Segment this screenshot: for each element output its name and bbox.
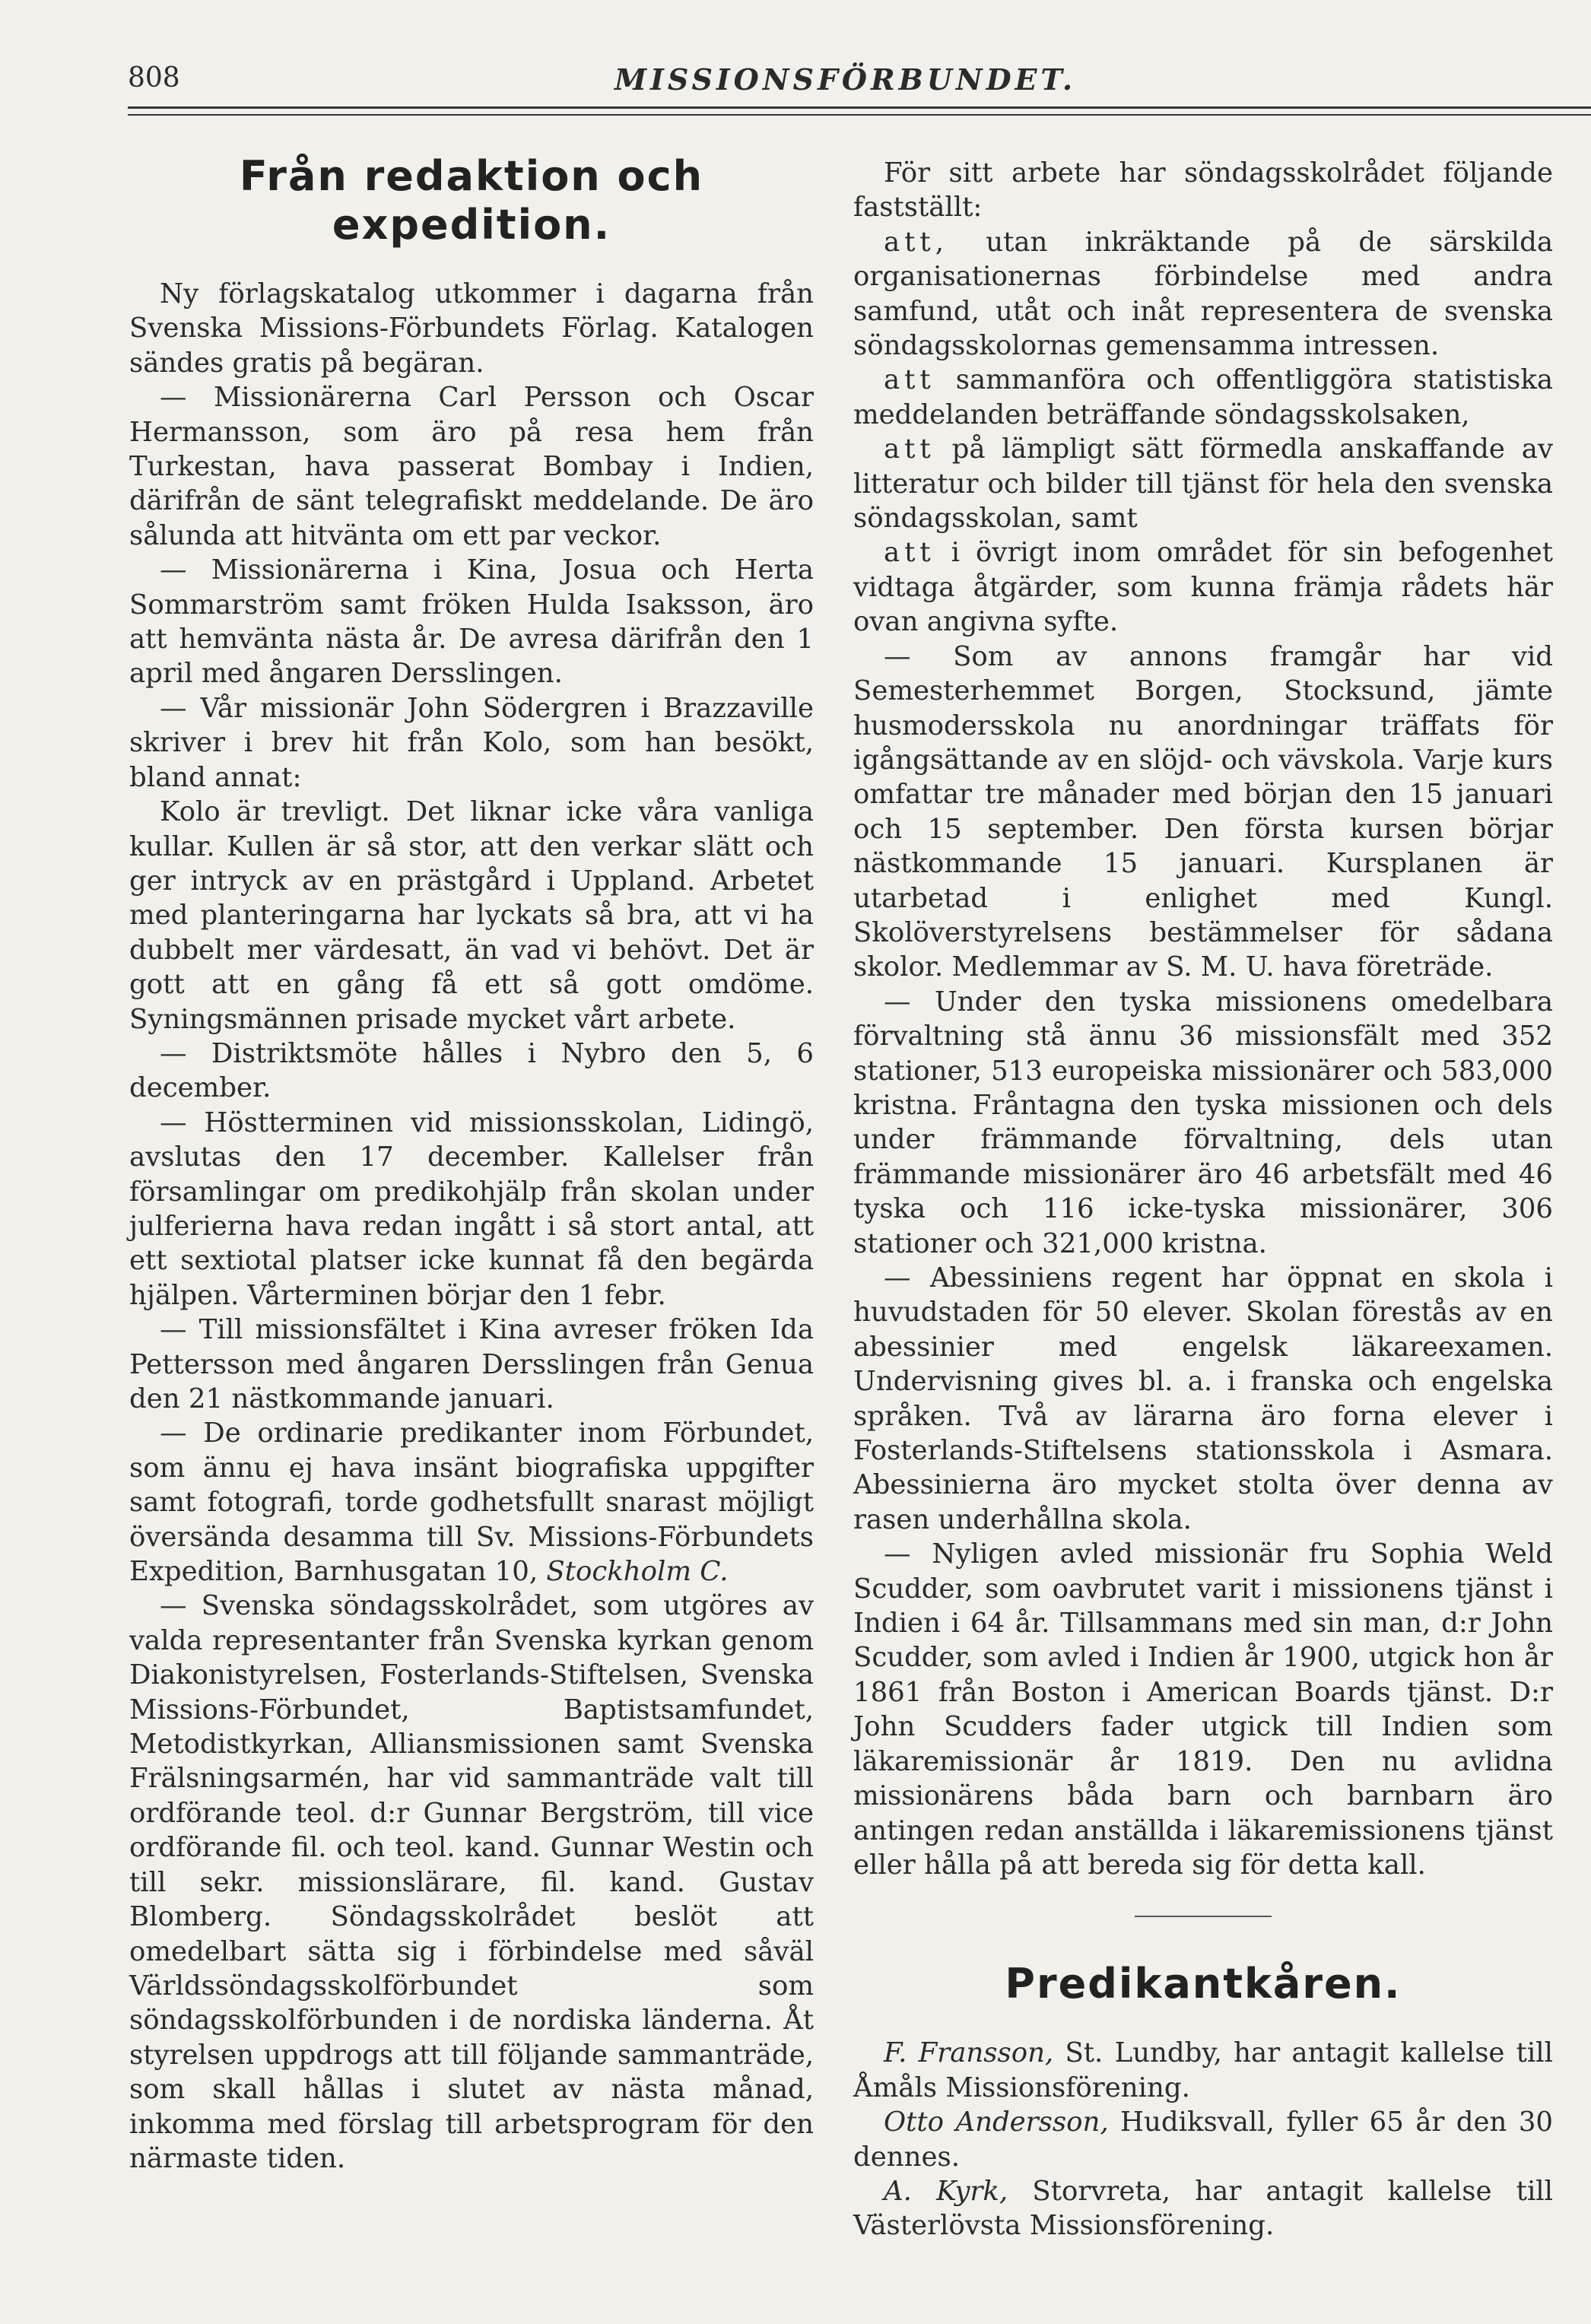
right-column: [853, 156, 1553, 2243]
paragraph: — Missionärerna i Kina, Josua och Herta Sommarström samt fröken Hulda Isaksson, äro att hemvänta nästa år. De avresa därifrån den 1 april med ångaren Dersslingen.: [129, 554, 814, 690]
paragraph: [129, 1416, 814, 1589]
list-item: [853, 535, 1553, 639]
paragraph-text: — De ordinarie predikanter inom Förbundet, som ännu ej hava insänt biografiska uppgifter samt fotografi, torde godhetsfullt snarast möjligt översända desamma till Sv. Missions-Förbundets Expedition, Barnhusgatan 10,: [129, 1418, 814, 1588]
list-item: [853, 225, 1553, 364]
page-header: [128, 55, 1591, 100]
paragraph: Ny förlagskatalog utkommer i dagarna från Svenska Missions-Förbundets Förlag. Katalogen sändes gratis på begäran.: [129, 278, 814, 379]
paragraph: — Abessiniens regent har öppnat en skola i huvudstaden för 50 elever. Skolan förestås av en abessinier med engelsk läkareexamen. Undervisning gives bl. a. i franska och engelska språken. Två av lärarna äro forna elever i Fosterlands-Stiftelsens stationsskola i Asmara. Abessinierna äro mycket stolta över denna av rasen underhållna skola.: [853, 1262, 1553, 1535]
left-column: [129, 152, 814, 2176]
paragraph: — Till missionsfältet i Kina avreser fröken Ida Pettersson med ångaren Dersslingen från Genua den 21 nästkommande januari.: [129, 1314, 814, 1414]
page-number: 808: [128, 62, 180, 94]
list-item-text: på lämpligt sätt förmedla anskaffande av litteratur och bilder till tjänst för hela den svenska söndagsskolan, samt: [853, 433, 1553, 535]
header-rule: [128, 106, 1591, 109]
list-item-text: sammanföra och offentliggöra statistiska meddelanden beträffande söndagsskolsaken,: [853, 364, 1553, 430]
paragraph: — Nyligen avled missionär fru Sophia Weld Scudder, som oavbrutet varit i missionens tjänst i Indien i 64 år. Tillsammans med sin man, d:r John Scudder, som avled i Indien år 1900, utgick hon år 1861 från Boston i American Boards tjänst. D:r John Scudders fader utgick till Indien som läkaremissionär år 1819. Den nu avlidna missionärens båda barn och barnbarn äro antingen redan anställda i läkaremissionens tjänst eller hålla på att bereda sig för detta kall.: [853, 1538, 1553, 1881]
journal-title: MISSIONSFÖRBUNDET.: [614, 62, 1077, 97]
paragraph: — Distriktsmöte hålles i Nybro den 5, 6 december.: [129, 1037, 814, 1104]
paragraph: — Svenska söndagsskolrådet, som utgöres av valda representanter från Svenska kyrkan genom Diakonistyrelsen, Fosterlands-Stiftelsen, Svenska Missions-Förbundet, Baptistsamfundet, Metodistkyrkan, Alliansmissionen samt Svenska Frälsningsarmén, har vid sammanträde valt till ordförande teol. d:r Gunnar Bergström, till vice ordförande fil. och teol. kand. Gunnar Westin och till sekr. missionslärare, fil. kand. Gustav Blomberg. Söndagsskolrådet beslöt att omedelbart sätta sig i förbindelse med såväl Världssöndagsskolförbundet som söndagsskolförbunden i de nordiska länderna. Åt styrelsen uppdrogs att till följande sammanträde, som skall hållas i slutet av nästa månad, inkomma med förslag till arbetsprogram för den närmaste tiden.: [129, 1590, 814, 2174]
person-name: F. Fransson,: [884, 2037, 1054, 2069]
list-item: [853, 432, 1553, 535]
section-divider: [1135, 1916, 1272, 1917]
person-name: Otto Andersson,: [884, 2107, 1109, 2138]
section-heading-predikantkaren: Predikantkåren.: [1005, 1960, 1402, 2008]
paragraph: — Missionärerna Carl Persson och Oscar Hermansson, som äro på resa hem från Turkestan, hava passerat Bombay i Indien, därifrån de sänt telegrafiskt meddelande. De äro sålunda att hitvänta om ett par veckor.: [129, 382, 814, 551]
notice-text: Hudiksvall, fyller 65 år den 30 dennes.: [853, 2107, 1553, 2173]
quote-paragraph: Kolo är trevligt. Det liknar icke våra vanliga kullar. Kullen är så stor, att den verkar slätt och ger intryck av en prästgård i Uppland. Arbetet med planteringarna har lyckats så bra, att vi ha dubbelt mer värdesatt, än vad vi behövt. Det är gott att en gång få ett så gott omdöme. Syningsmännen prisade mycket vårt arbete.: [129, 796, 814, 1035]
spaced-word: att: [884, 364, 935, 396]
spaced-word: att,: [884, 226, 948, 258]
header-rule-thin: [128, 114, 1591, 116]
notice-text: Storvreta, har antagit kallelse till Västerlövsta Missionsförening.: [853, 2175, 1554, 2242]
paragraph: — Under den tyska missionens omedelbara förvaltning stå ännu 36 missionsfält med 352 stationer, 513 europeiska missionärer och 583,000 kristna. Fråntagna den tyska missionen och dels under främmande förvaltning, dels utan främmande missionärer äro 46 arbetsfält med 46 tyska och 116 icke-tyska missionärer, 306 stationer och 321,000 kristna.: [853, 986, 1553, 1259]
address-city: Stockholm C.: [546, 1556, 729, 1588]
notice-item: [853, 2036, 1553, 2105]
paragraph: — Höstterminen vid missionsskolan, Lidingö, avslutas den 17 december. Kallelser från församlingar om predikohjälp från skolan under julferierna hava redan ingått i så stort antal, att ett sextiotal platser icke kunnat få den begärda hjälpen. Vårterminen börjar den 1 febr.: [129, 1106, 814, 1311]
notice-item: [853, 2174, 1553, 2243]
paragraph: För sitt arbete har söndagsskolrådet följande fastställt:: [853, 157, 1553, 224]
spaced-word: att: [884, 537, 935, 569]
notice-item: [853, 2105, 1553, 2174]
spaced-word: att: [884, 433, 935, 465]
paragraph: — Vår missionär John Södergren i Brazzaville skriver i brev hit från Kolo, som han besökt, bland annat:: [129, 692, 814, 793]
list-item-text: i övrigt inom området för sin befogenhet vidtaga åtgärder, som kunna främja rådets här ovan angivna syfte.: [853, 537, 1553, 638]
list-item: [853, 363, 1553, 432]
person-name: A. Kyrk,: [884, 2175, 1008, 2207]
section-heading-redaktion: Från redaktion och expedition.: [239, 152, 704, 249]
notice-text: St. Lundby, har antagit kallelse till Åmåls Missionsförening.: [853, 2037, 1553, 2103]
list-item-text: utan inkräktande på de särskilda organisationernas förbindelse med andra samfund, utåt och inåt representera de svenska söndagsskolornas gemensamma intressen.: [853, 226, 1553, 362]
paragraph: — Som av annons framgår har vid Semesterhemmet Borgen, Stocksund, jämte husmodersskola nu anordningar träffats för igångsättande av en slöjd- och vävskola. Varje kurs omfattar tre månader med början den 15 januari och 15 september. Den första kursen börjar nästkommande 15 januari. Kursplanen är utarbetad i enlighet med Kungl. Skolöverstyrelsens bestämmelser för sådana skolor. Medlemmar av S. M. U. hava företräde.: [853, 640, 1553, 983]
